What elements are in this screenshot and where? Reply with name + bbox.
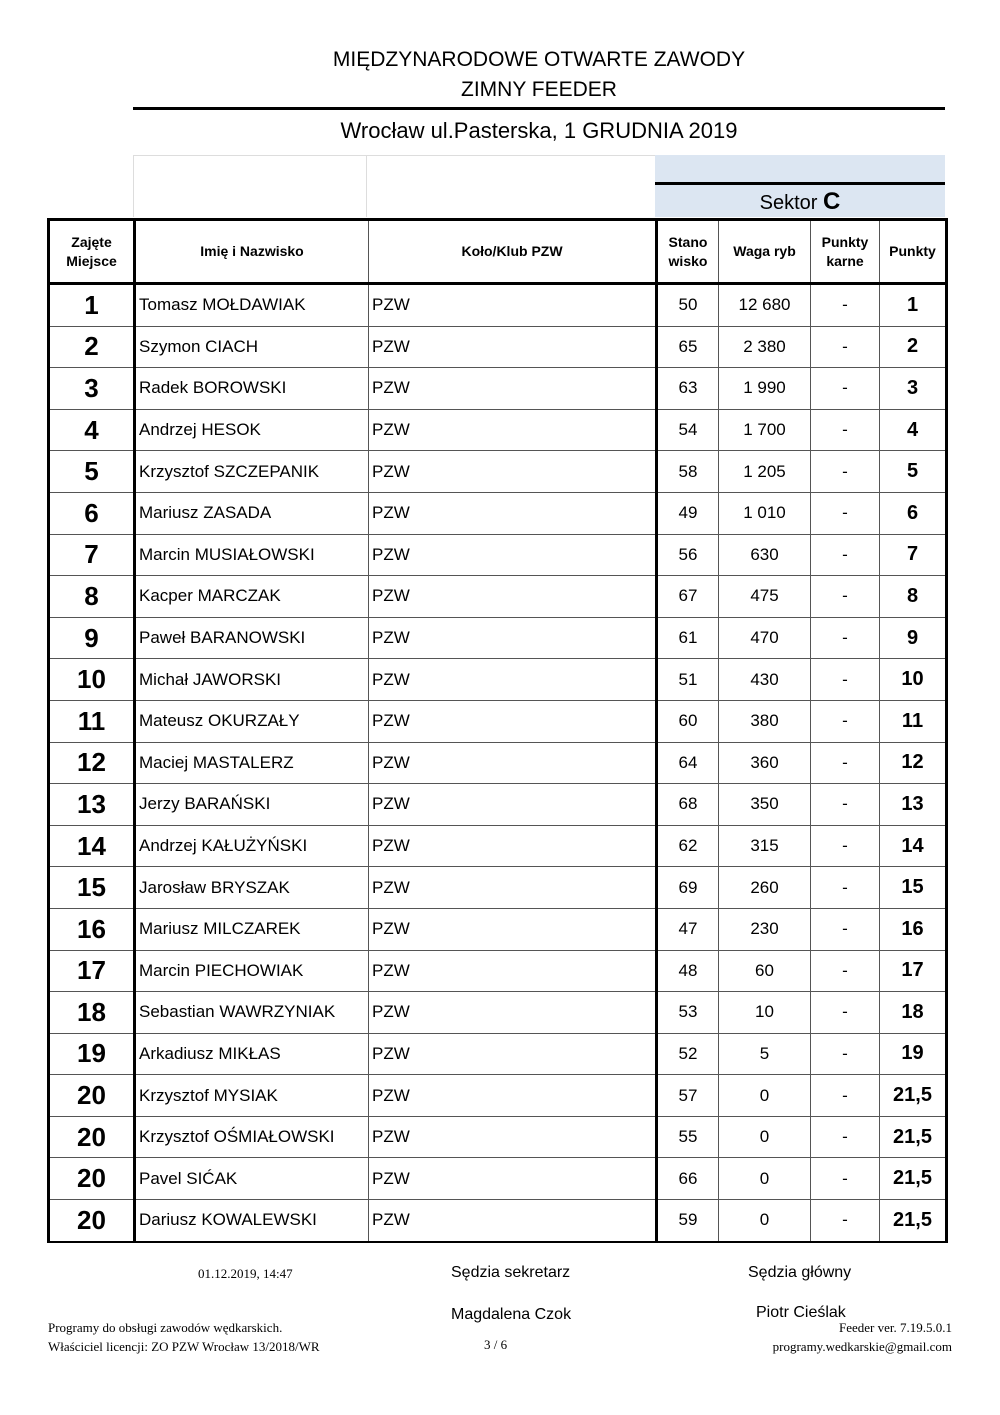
col-header-place: Zajęte Miejsce	[49, 220, 135, 284]
title-line-2: ZIMNY FEEDER	[461, 78, 617, 101]
cell-place: 16	[49, 908, 135, 950]
cell-points: 1	[880, 284, 947, 327]
cell-station: 64	[657, 742, 719, 784]
cell-club: PZW	[369, 908, 657, 950]
results-table	[47, 218, 948, 1243]
cell-station: 68	[657, 784, 719, 826]
cell-name: Sebastian WAWRZYNIAK	[135, 992, 369, 1034]
cell-weight: 360	[719, 742, 811, 784]
cell-place: 2	[49, 326, 135, 368]
cell-name: Mariusz MILCZAREK	[135, 908, 369, 950]
cell-club: PZW	[369, 825, 657, 867]
cell-place: 13	[49, 784, 135, 826]
cell-place: 20	[49, 1116, 135, 1158]
cell-club: PZW	[369, 326, 657, 368]
cell-points: 2	[880, 326, 947, 368]
table-row	[49, 950, 947, 992]
table-row	[49, 368, 947, 410]
col-header-points: Punkty	[880, 220, 947, 284]
cell-weight: 5	[719, 1033, 811, 1075]
cell-name: Tomasz MOŁDAWIAK	[135, 284, 369, 327]
cell-station: 69	[657, 867, 719, 909]
cell-club: PZW	[369, 784, 657, 826]
cell-name: Kacper MARCZAK	[135, 576, 369, 618]
software-line-2: Właściciel licencji: ZO PZW Wrocław 13/2018/WR	[48, 1339, 320, 1354]
cell-club: PZW	[369, 451, 657, 493]
chief-judge-name: Piotr Cieślak	[756, 1304, 846, 1321]
cell-station: 56	[657, 534, 719, 576]
cell-name: Andrzej HESOK	[135, 409, 369, 451]
cell-penalty: -	[811, 908, 880, 950]
table-row	[49, 908, 947, 950]
cell-penalty: -	[811, 617, 880, 659]
cell-points: 21,5	[880, 1200, 947, 1242]
cell-weight: 10	[719, 992, 811, 1034]
sector-letter: C	[823, 188, 841, 215]
cell-name: Radek BOROWSKI	[135, 368, 369, 410]
cell-name: Krzysztof MYSIAK	[135, 1075, 369, 1117]
cell-weight: 470	[719, 617, 811, 659]
cell-points: 6	[880, 492, 947, 534]
cell-weight: 1 010	[719, 492, 811, 534]
cell-penalty: -	[811, 576, 880, 618]
table-row	[49, 492, 947, 534]
chief-judge-title: Sędzia główny	[748, 1264, 852, 1281]
cell-penalty: -	[811, 1158, 880, 1200]
cell-club: PZW	[369, 950, 657, 992]
cell-place: 10	[49, 659, 135, 701]
table-row	[49, 1075, 947, 1117]
cell-place: 14	[49, 825, 135, 867]
cell-points: 11	[880, 700, 947, 742]
table-row	[49, 825, 947, 867]
cell-station: 51	[657, 659, 719, 701]
software-line-1: Programy do obsługi zawodów wędkarskich.	[48, 1320, 283, 1335]
table-row	[49, 867, 947, 909]
table-row	[49, 1033, 947, 1075]
cell-points: 14	[880, 825, 947, 867]
cell-weight: 350	[719, 784, 811, 826]
cell-name: Szymon CIACH	[135, 326, 369, 368]
cell-name: Jerzy BARAŃSKI	[135, 784, 369, 826]
cell-weight: 0	[719, 1075, 811, 1117]
cell-name: Pavel SIĆAK	[135, 1158, 369, 1200]
cell-penalty: -	[811, 950, 880, 992]
cell-penalty: -	[811, 1075, 880, 1117]
cell-name: Krzysztof OŚMIAŁOWSKI	[135, 1116, 369, 1158]
cell-penalty: -	[811, 1116, 880, 1158]
sector-label-text: Sektor	[759, 192, 818, 214]
table-row	[49, 1116, 947, 1158]
cell-weight: 630	[719, 534, 811, 576]
cell-name: Michał JAWORSKI	[135, 659, 369, 701]
cell-place: 19	[49, 1033, 135, 1075]
cell-weight: 380	[719, 700, 811, 742]
col-header-station: Stano wisko	[657, 220, 719, 284]
cell-name: Dariusz KOWALEWSKI	[135, 1200, 369, 1242]
cell-place: 1	[49, 284, 135, 327]
table-row	[49, 742, 947, 784]
cell-name: Arkadiusz MIKŁAS	[135, 1033, 369, 1075]
header-spacer-box	[133, 155, 367, 217]
cell-penalty: -	[811, 992, 880, 1034]
cell-station: 63	[657, 368, 719, 410]
cell-weight: 2 380	[719, 326, 811, 368]
cell-points: 17	[880, 950, 947, 992]
cell-penalty: -	[811, 492, 880, 534]
cell-club: PZW	[369, 576, 657, 618]
cell-station: 49	[657, 492, 719, 534]
cell-station: 60	[657, 700, 719, 742]
cell-station: 55	[657, 1116, 719, 1158]
table-header-row	[49, 220, 947, 284]
cell-penalty: -	[811, 409, 880, 451]
cell-station: 54	[657, 409, 719, 451]
cell-club: PZW	[369, 1075, 657, 1117]
table-row	[49, 992, 947, 1034]
title-line-1: MIĘDZYNARODOWE OTWARTE ZAWODY	[332, 48, 746, 71]
cell-club: PZW	[369, 1158, 657, 1200]
cell-weight: 430	[719, 659, 811, 701]
cell-place: 12	[49, 742, 135, 784]
contact-email: programy.wedkarskie@gmail.com	[772, 1339, 952, 1354]
cell-penalty: -	[811, 742, 880, 784]
cell-place: 20	[49, 1158, 135, 1200]
cell-station: 58	[657, 451, 719, 493]
cell-name: Mateusz OKURZAŁY	[135, 700, 369, 742]
cell-name: Marcin PIECHOWIAK	[135, 950, 369, 992]
table-row	[49, 700, 947, 742]
cell-points: 3	[880, 368, 947, 410]
cell-name: Krzysztof SZCZEPANIK	[135, 451, 369, 493]
table-row	[49, 617, 947, 659]
table-row	[49, 409, 947, 451]
cell-name: Mariusz ZASADA	[135, 492, 369, 534]
cell-weight: 12 680	[719, 284, 811, 327]
cell-name: Maciej MASTALERZ	[135, 742, 369, 784]
cell-points: 7	[880, 534, 947, 576]
cell-penalty: -	[811, 326, 880, 368]
cell-penalty: -	[811, 659, 880, 701]
cell-place: 15	[49, 867, 135, 909]
cell-penalty: -	[811, 368, 880, 410]
cell-station: 47	[657, 908, 719, 950]
cell-weight: 60	[719, 950, 811, 992]
cell-name: Marcin MUSIAŁOWSKI	[135, 534, 369, 576]
cell-station: 48	[657, 950, 719, 992]
sector-divider	[655, 182, 945, 185]
cell-points: 10	[880, 659, 947, 701]
cell-station: 57	[657, 1075, 719, 1117]
cell-place: 18	[49, 992, 135, 1034]
cell-points: 21,5	[880, 1075, 947, 1117]
cell-club: PZW	[369, 617, 657, 659]
software-version: Feeder ver. 7.19.5.0.1	[838, 1320, 952, 1335]
cell-points: 19	[880, 1033, 947, 1075]
cell-place: 17	[49, 950, 135, 992]
cell-station: 59	[657, 1200, 719, 1242]
cell-place: 5	[49, 451, 135, 493]
cell-weight: 260	[719, 867, 811, 909]
cell-station: 66	[657, 1158, 719, 1200]
cell-station: 65	[657, 326, 719, 368]
sector-label	[655, 188, 945, 216]
cell-club: PZW	[369, 534, 657, 576]
cell-weight: 315	[719, 825, 811, 867]
cell-weight: 1 205	[719, 451, 811, 493]
location-date: Wrocław ul.Pasterska, 1 GRUDNIA 2019	[340, 118, 738, 143]
cell-club: PZW	[369, 368, 657, 410]
cell-station: 52	[657, 1033, 719, 1075]
cell-club: PZW	[369, 742, 657, 784]
cell-points: 21,5	[880, 1158, 947, 1200]
cell-club: PZW	[369, 284, 657, 327]
secretary-title: Sędzia sekretarz	[451, 1264, 571, 1281]
cell-penalty: -	[811, 1033, 880, 1075]
cell-points: 5	[880, 451, 947, 493]
title-divider	[133, 107, 945, 110]
cell-club: PZW	[369, 992, 657, 1034]
table-row	[49, 784, 947, 826]
cell-penalty: -	[811, 867, 880, 909]
cell-weight: 0	[719, 1200, 811, 1242]
cell-weight: 0	[719, 1158, 811, 1200]
cell-club: PZW	[369, 1200, 657, 1242]
cell-station: 61	[657, 617, 719, 659]
cell-penalty: -	[811, 825, 880, 867]
col-header-name: Imię i Nazwisko	[135, 220, 369, 284]
cell-club: PZW	[369, 1033, 657, 1075]
col-header-club: Koło/Klub PZW	[369, 220, 657, 284]
cell-club: PZW	[369, 409, 657, 451]
cell-penalty: -	[811, 451, 880, 493]
cell-weight: 230	[719, 908, 811, 950]
cell-club: PZW	[369, 659, 657, 701]
cell-name: Jarosław BRYSZAK	[135, 867, 369, 909]
table-row	[49, 451, 947, 493]
cell-station: 67	[657, 576, 719, 618]
table-row	[49, 659, 947, 701]
table-row	[49, 576, 947, 618]
cell-station: 62	[657, 825, 719, 867]
cell-points: 16	[880, 908, 947, 950]
cell-points: 4	[880, 409, 947, 451]
cell-points: 18	[880, 992, 947, 1034]
cell-place: 11	[49, 700, 135, 742]
cell-points: 13	[880, 784, 947, 826]
col-header-weight: Waga ryb	[719, 220, 811, 284]
cell-name: Paweł BARANOWSKI	[135, 617, 369, 659]
cell-weight: 1 990	[719, 368, 811, 410]
table-row	[49, 326, 947, 368]
table-row	[49, 534, 947, 576]
table-row	[49, 1158, 947, 1200]
cell-place: 20	[49, 1200, 135, 1242]
cell-points: 21,5	[880, 1116, 947, 1158]
cell-club: PZW	[369, 492, 657, 534]
cell-penalty: -	[811, 284, 880, 327]
table-row	[49, 284, 947, 327]
cell-penalty: -	[811, 534, 880, 576]
cell-place: 20	[49, 1075, 135, 1117]
cell-points: 12	[880, 742, 947, 784]
cell-station: 53	[657, 992, 719, 1034]
secretary-name: Magdalena Czok	[451, 1306, 572, 1323]
cell-weight: 475	[719, 576, 811, 618]
col-header-penalty: Punkty karne	[811, 220, 880, 284]
cell-penalty: -	[811, 700, 880, 742]
cell-club: PZW	[369, 1116, 657, 1158]
cell-name: Andrzej KAŁUŻYŃSKI	[135, 825, 369, 867]
print-timestamp: 01.12.2019, 14:47	[198, 1266, 293, 1281]
cell-place: 7	[49, 534, 135, 576]
cell-place: 8	[49, 576, 135, 618]
cell-place: 4	[49, 409, 135, 451]
cell-penalty: -	[811, 1200, 880, 1242]
cell-club: PZW	[369, 867, 657, 909]
table-row	[49, 1200, 947, 1242]
cell-points: 9	[880, 617, 947, 659]
cell-place: 9	[49, 617, 135, 659]
cell-place: 3	[49, 368, 135, 410]
cell-club: PZW	[369, 700, 657, 742]
page-number: 3 / 6	[484, 1337, 508, 1352]
cell-weight: 0	[719, 1116, 811, 1158]
cell-penalty: -	[811, 784, 880, 826]
cell-weight: 1 700	[719, 409, 811, 451]
header-spacer-box-2	[367, 155, 655, 217]
cell-place: 6	[49, 492, 135, 534]
cell-points: 8	[880, 576, 947, 618]
cell-points: 15	[880, 867, 947, 909]
cell-station: 50	[657, 284, 719, 327]
